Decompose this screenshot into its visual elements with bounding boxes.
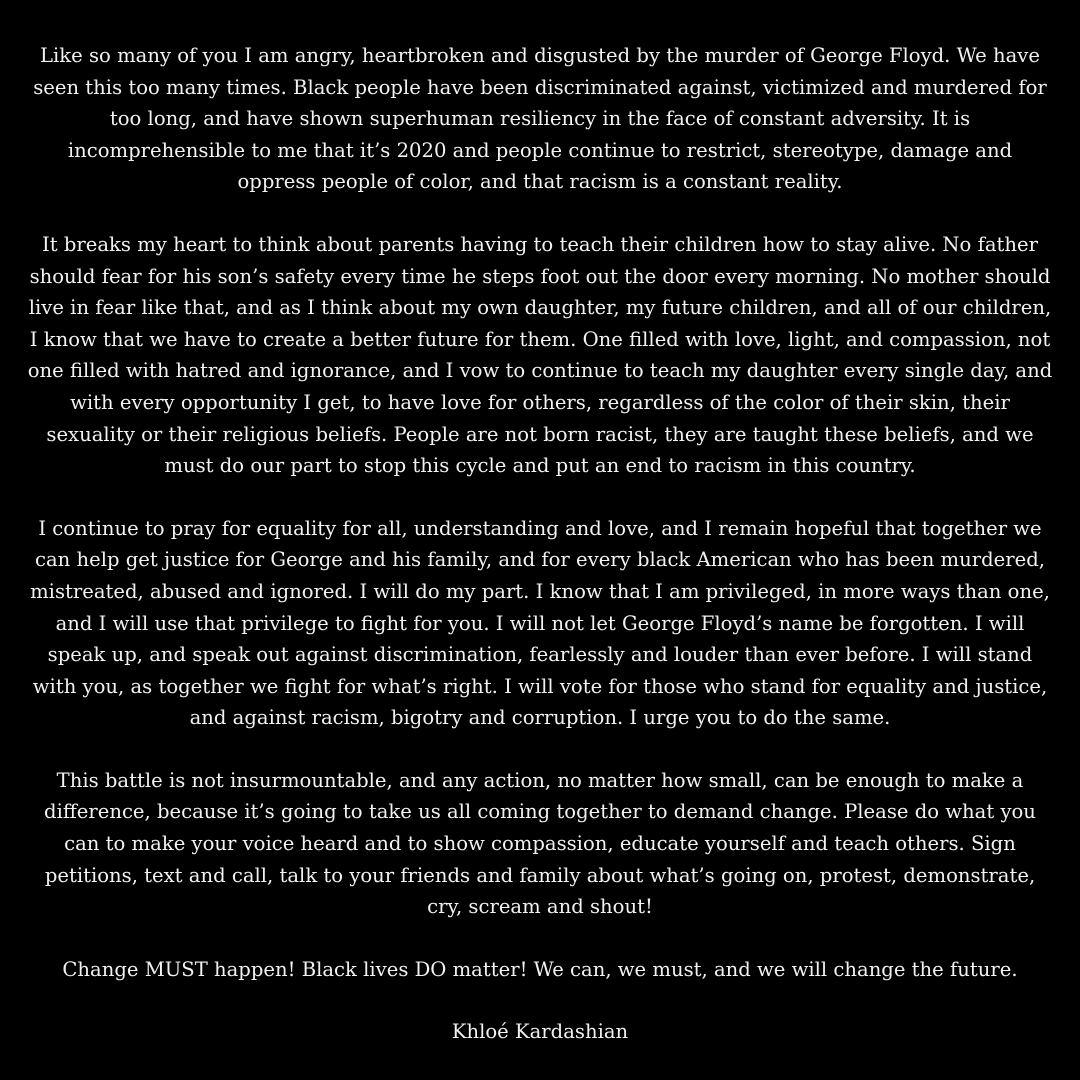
statement-paragraph-5: Change MUST happen! Black lives DO matter! We can, we must, and we will change the future. [62,957,1018,981]
signature: Khloé Kardashian [451,1020,629,1044]
statement-paragraph-3: I continue to pray for equality for all, understanding and love, and I remain hopeful that together we can help get justice for George and his family, and for every black American who has been murdered, mistreated, abused and ignored. I will do my part. I know that I am privileged, in more ways than one, and I will use that privilege to fight for you. I will not let George Floyd’s name be forgotten. I will speak up, and speak out against discrimination, fearlessly and louder than ever before. I will stand with you, as together we fight for what’s right. I will vote for those who stand for equality and justice, and against racism, bigotry and corruption. I urge you to do the same. [30,516,1050,730]
statement-paragraph-4: This battle is not insurmountable, and any action, no matter how small, can be enough to make a difference, because it’s going to take us all coming together to demand change. Please do what you can to make your voice heard and to show compassion, educate yourself and teach others. Sign petitions, text and call, talk to your friends and family about what’s going on, protest, demonstrate, cry, scream and shout! [44,768,1036,919]
statement-paragraph-2: It breaks my heart to think about parents having to teach their children how to stay alive. No father should fear for his son’s safety every time he steps foot out the door every morning. No mother should live in fear like that, and as I think about my own daughter, my future children, and all of our children, I know that we have to create a better future for them. One filled with love, light, and compassion, not one filled with hatred and ignorance, and I vow to continue to teach my daughter every single day, and with every opportunity I get, to have love for others, regardless of the color of their skin, their sexuality or their religious beliefs. People are not born racist, they are taught these beliefs, and we must do our part to stop this cycle and put an end to racism in this country. [27,232,1053,478]
statement-paragraph-1: Like so many of you I am angry, heartbroken and disgusted by the murder of George Floyd. We have seen this too many times. Black people have been discriminated against, victimized and murdered for too long, and have shown superhuman resiliency in the face of constant adversity. It is incomprehensible to me that it’s 2020 and people continue to restrict, stereotype, damage and oppress people of color, and that racism is a constant reality. [33,44,1047,194]
